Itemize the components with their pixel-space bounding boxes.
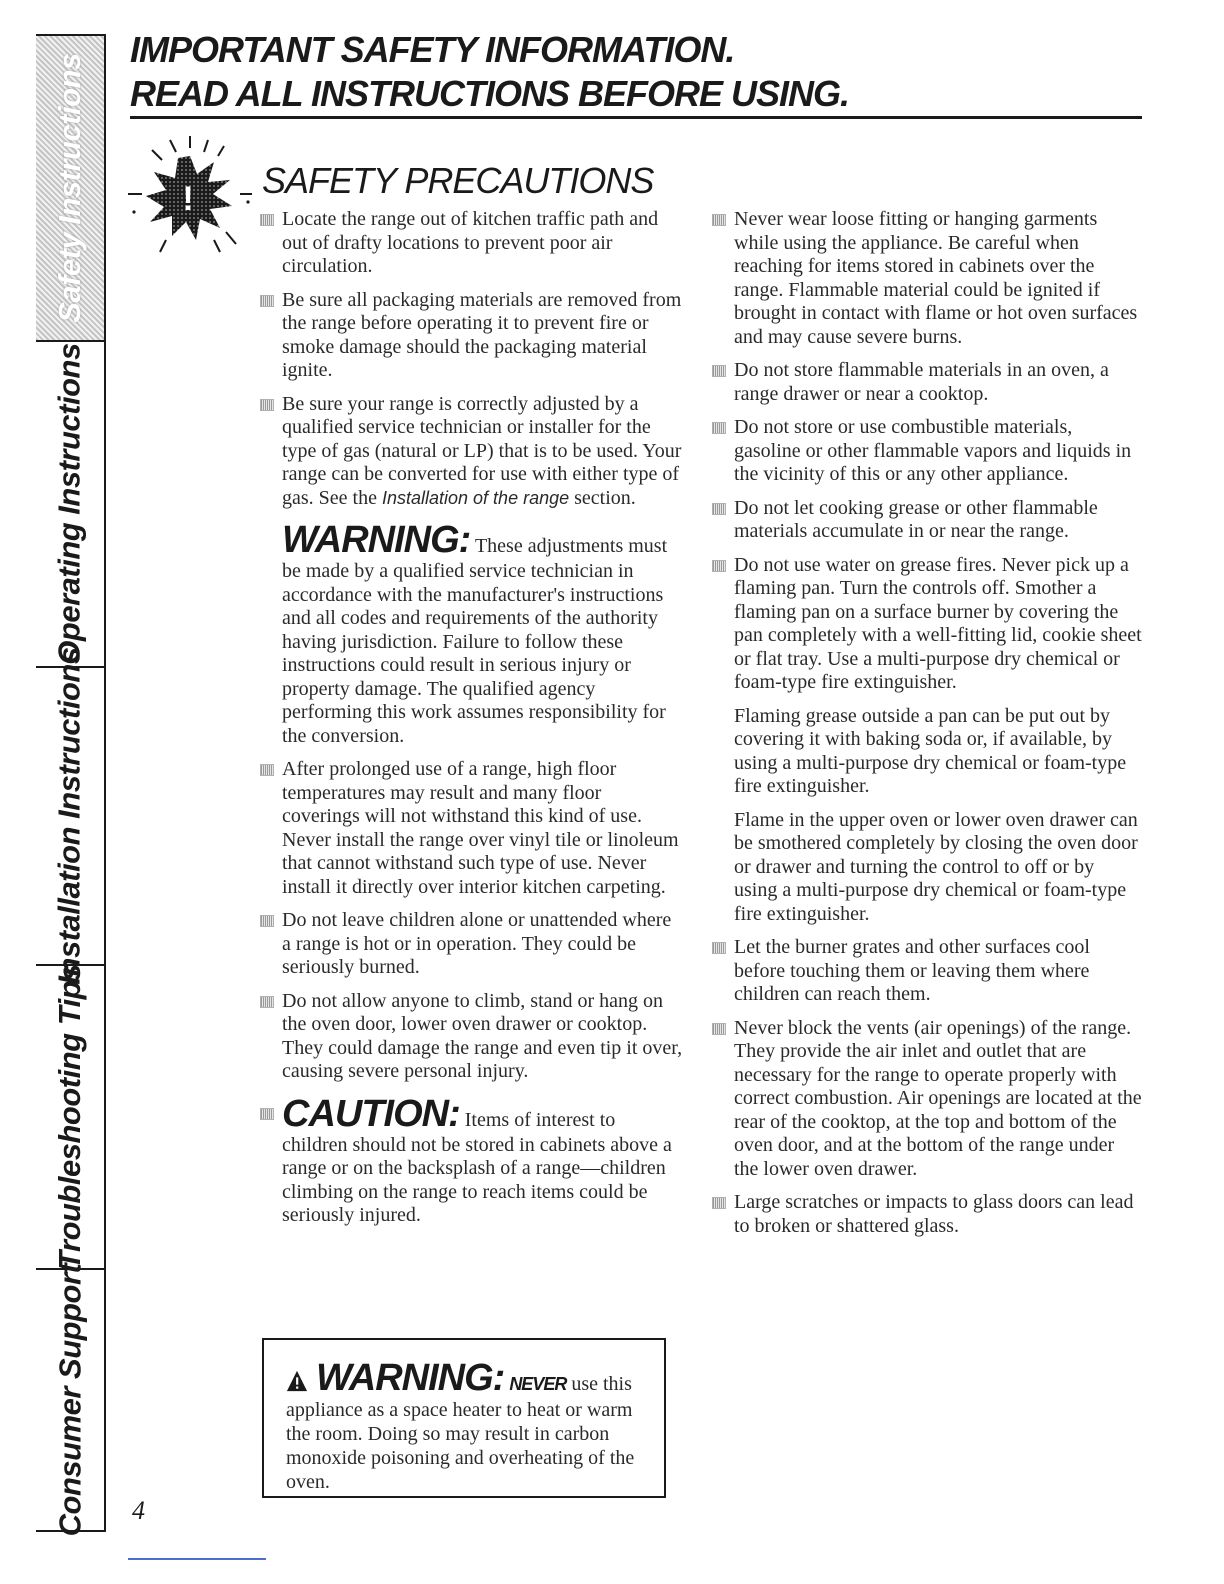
installation-reference: Installation of the range — [381, 487, 570, 508]
bullet-icon — [260, 214, 274, 226]
bullet-icon — [712, 422, 726, 434]
never-label: NEVER — [509, 1374, 567, 1394]
bullet-icon — [260, 996, 274, 1008]
warning-triangle-icon — [286, 1370, 308, 1392]
tab-installation-instructions[interactable] — [36, 647, 104, 985]
list-item: Never wear loose fitting or hanging garments while using the appliance. Be careful when reaching for items stored in cabinets over the range. Flammable material could be ignited if brought in contact with flame or hot oven surfaces and may cause severe burns. — [710, 208, 1142, 349]
safety-burst-icon — [120, 128, 260, 268]
bullet-icon — [712, 1023, 726, 1035]
tab-safety-instructions[interactable] — [36, 36, 104, 342]
bullet-icon — [260, 399, 274, 411]
list-item: Do not store or use combustible materials, gasoline or other flammable vapors and liquids in the vicinity of this or any other appliance. — [710, 416, 1142, 487]
list-item: Let the burner grates and other surfaces cool before touching them or leaving them where children can reach them. — [710, 936, 1142, 1007]
bullet-icon — [260, 915, 274, 927]
bullet-icon — [712, 1197, 726, 1209]
list-item: Do not let cooking grease or other flammable materials accumulate in or near the range. — [710, 497, 1142, 544]
list-item: Locate the range out of kitchen traffic path and out of drafty locations to prevent poor air circulation. — [258, 208, 683, 279]
bullet-icon — [260, 1108, 274, 1120]
page-title-line-2: READ ALL INSTRUCTIONS BEFORE USING. — [130, 73, 850, 114]
list-item: Never block the vents (air openings) of the range. They provide the air inlet and outlet that are necessary for the range to operate properly with correct combustion. Air openings are located at the rear of the cooktop, at the top and bottom of the oven door, and at the bottom of the range under the lower oven drawer. — [710, 1017, 1142, 1182]
caution-label: CAUTION: — [282, 1092, 460, 1135]
tab-consumer-support[interactable] — [36, 1263, 104, 1537]
tab-label: Operating Instructions — [52, 343, 88, 665]
warning-box-label: WARNING: — [316, 1357, 505, 1399]
page-title — [130, 28, 1142, 116]
list-item: Do not leave children alone or unattended where a range is hot or in operation. They could be seriously burned. — [258, 909, 683, 980]
section-title: SAFETY PRECAUTIONS — [262, 160, 654, 201]
list-item: Be sure your range is correctly adjusted by a qualified service technician or installer for the type of gas (natural or LP) that is to be used. Your range can be converted for use with either type of gas. See the Installation of the range section. — [258, 393, 683, 511]
list-item: Do not store flammable materials in an oven, a range drawer or near a cooktop. — [710, 359, 1142, 406]
tab-troubleshooting-tips[interactable] — [36, 966, 104, 1270]
paragraph: Flaming grease outside a pan can be put out by covering it with baking soda or, if available, by using a multi-purpose dry chemical or foam-type fire extinguisher. — [734, 704, 1127, 797]
right-column — [710, 208, 1142, 1248]
list-item: Do not use water on grease fires. Never pick up a flaming pan. Turn the controls off. Smother a flaming pan on a surface burner by covering the pan completely with a well-fitting lid, cookie sheet or flat tray. Use a multi-purpose dry chemical or foam-type fire extinguisher. — [710, 554, 1142, 695]
warning-paragraph: WARNING: These adjustments must be made by a qualified service technician in accordance with the manufacturer's instructions and all codes and requirements of the authority having jurisdiction. Failure to follow these instructions could result in serious injury or property damage. The qualified agency performing this work assumes responsibility for the conversion. — [282, 519, 668, 747]
page-title-line-1: IMPORTANT SAFETY INFORMATION. — [130, 29, 735, 70]
bullet-icon — [712, 214, 726, 226]
left-column — [258, 208, 683, 1238]
bullet-icon — [712, 365, 726, 377]
header-divider — [130, 116, 1142, 119]
sidebar-tabs — [36, 34, 106, 1537]
bullet-icon — [712, 942, 726, 954]
page-number: 4 — [132, 1496, 145, 1525]
list-item: After prolonged use of a range, high floor temperatures may result and many floor coverings will not withstand this kind of use. Never install the range over vinyl tile or linoleum that cannot withstand such type of use. Never install it directly over interior kitchen carpeting. — [258, 758, 683, 899]
caution-paragraph: CAUTION: Items of interest to children should not be stored in cabinets above a range or on the backsplash of a range—children climbing on the range to reach items could be seriously injured. — [258, 1094, 683, 1228]
paragraph: Flame in the upper oven or lower oven drawer can be smothered completely by closing the oven door or drawer and turning the control to off or by using a multi-purpose dry chemical or foam-type fire extinguisher. — [734, 808, 1138, 925]
tab-label: Safety Instructions — [52, 53, 87, 323]
tab-label: Troubleshooting Tips — [52, 964, 87, 1270]
warning-box-text: use this appliance as a space heater to heat or warm the room. Doing so may result in carbon monoxide poisoning and overheating of the oven. — [286, 1373, 635, 1493]
list-item: Be sure all packaging materials are removed from the range before operating it to prevent fire or smoke damage should the packaging material ignite. — [258, 289, 683, 383]
warning-label: WARNING: — [282, 519, 471, 561]
list-item: Do not allow anyone to climb, stand or hang on the oven door, lower oven drawer or cooktop. They could damage the range and even tip it over, causing severe personal injury. — [258, 990, 683, 1084]
bullet-icon — [260, 295, 274, 307]
footer-divider — [128, 1558, 266, 1560]
tab-label: Installation Instructions — [52, 647, 87, 985]
bullet-icon — [260, 764, 274, 776]
warning-box — [262, 1338, 666, 1498]
svg-text:!: ! — [182, 180, 194, 218]
list-item: Large scratches or impacts to glass doors can lead to broken or shattered glass. — [710, 1191, 1142, 1238]
bullet-icon — [712, 503, 726, 515]
tab-operating-instructions[interactable] — [36, 342, 104, 668]
tab-label: Consumer Support — [52, 1263, 88, 1537]
bullet-icon — [712, 560, 726, 572]
